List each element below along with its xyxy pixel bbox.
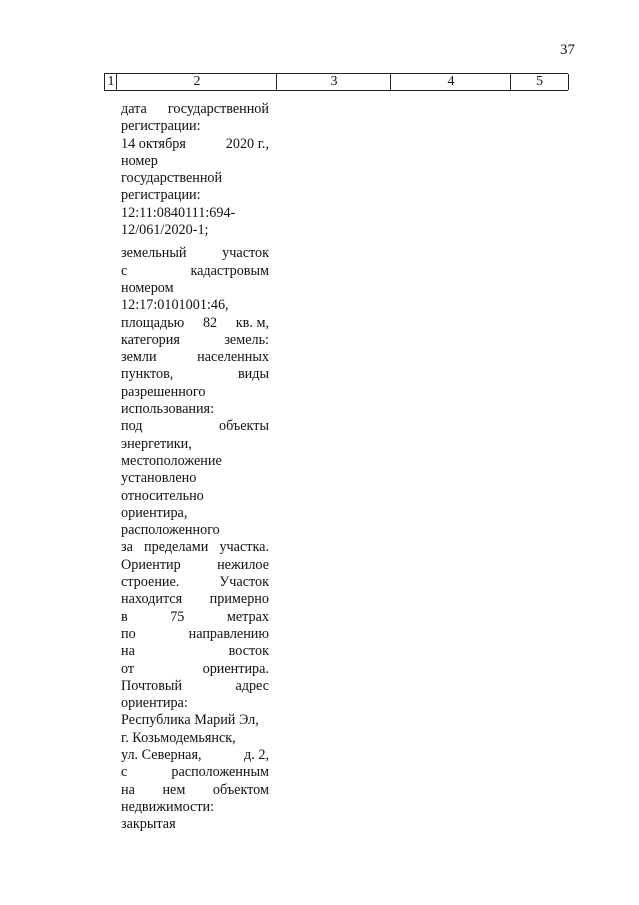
column-header-2: 2 bbox=[116, 74, 277, 90]
text-line bbox=[121, 539, 269, 556]
text-word: по bbox=[121, 625, 136, 642]
text-word: кв. м, bbox=[235, 314, 269, 331]
text-word: метрах bbox=[226, 608, 269, 625]
text-line bbox=[121, 436, 269, 453]
text-word: земель: bbox=[224, 331, 269, 348]
text-line bbox=[121, 153, 269, 170]
text-word: недвижимости: bbox=[121, 798, 215, 815]
text-word: 12/061/2020-1; bbox=[121, 222, 209, 239]
page-number: 37 bbox=[560, 42, 575, 58]
text-word: ориентира, bbox=[121, 504, 188, 521]
text-word: от bbox=[121, 660, 135, 677]
text-word: ул. Северная, bbox=[121, 746, 202, 763]
text-word: 2020 г., bbox=[225, 135, 269, 152]
text-line bbox=[121, 488, 269, 505]
text-line bbox=[121, 170, 269, 187]
text-word: с bbox=[121, 764, 128, 781]
text-line bbox=[121, 332, 269, 349]
text-word: дата bbox=[121, 101, 147, 117]
column-header-1: 1 bbox=[104, 74, 117, 90]
text-word: виды bbox=[237, 366, 269, 383]
text-word: использования: bbox=[121, 401, 215, 418]
text-word: энергетики, bbox=[121, 435, 192, 452]
text-line bbox=[121, 609, 269, 626]
text-word: участка. bbox=[219, 539, 269, 556]
text-line bbox=[121, 315, 269, 332]
text-line bbox=[121, 678, 269, 695]
text-line bbox=[121, 643, 269, 660]
text-word: ориентира: bbox=[121, 695, 188, 712]
text-word: нежилое bbox=[217, 556, 269, 573]
text-word: категория bbox=[121, 331, 180, 348]
text-line bbox=[121, 245, 269, 262]
text-word: на bbox=[121, 643, 135, 660]
text-word: расположенного bbox=[121, 522, 220, 539]
text-line bbox=[121, 764, 269, 781]
text-word: адрес bbox=[235, 677, 269, 694]
text-word: с bbox=[121, 262, 128, 279]
text-line bbox=[121, 222, 269, 239]
text-line bbox=[121, 418, 269, 435]
text-line bbox=[121, 101, 269, 118]
text-word: Ориентир bbox=[121, 556, 181, 573]
text-word: пунктов, bbox=[121, 366, 174, 383]
text-word: номером bbox=[121, 279, 174, 296]
table-header-row bbox=[104, 73, 568, 91]
text-word: государственной bbox=[121, 170, 223, 187]
text-line bbox=[121, 522, 269, 539]
text-word: относительно bbox=[121, 487, 204, 504]
text-word: строение. bbox=[121, 574, 180, 591]
text-line bbox=[121, 574, 269, 591]
text-word: объектом bbox=[212, 781, 269, 798]
text-line bbox=[121, 453, 269, 470]
text-line bbox=[121, 782, 269, 799]
column-header-4: 4 bbox=[390, 74, 511, 90]
text-line bbox=[121, 591, 269, 608]
text-line bbox=[121, 384, 269, 401]
text-word: закрытая bbox=[121, 816, 176, 833]
text-word: земли bbox=[121, 349, 157, 366]
text-word: д. 2, bbox=[244, 746, 269, 763]
text-line bbox=[121, 187, 269, 204]
text-word: государственной bbox=[167, 101, 269, 117]
land-plot-block bbox=[121, 245, 269, 833]
text-word: местоположение bbox=[121, 452, 222, 469]
text-line bbox=[121, 799, 269, 816]
text-line bbox=[121, 297, 269, 314]
text-line bbox=[121, 349, 269, 366]
text-line bbox=[121, 205, 269, 222]
text-line bbox=[121, 712, 269, 729]
text-word: Участок bbox=[219, 574, 269, 591]
text-word: площадью bbox=[121, 314, 185, 331]
text-word: расположенным bbox=[171, 764, 269, 781]
text-word: находится bbox=[121, 591, 183, 608]
text-line bbox=[121, 366, 269, 383]
text-word: на bbox=[121, 781, 135, 798]
text-line bbox=[121, 470, 269, 487]
text-word: 12:11:0840111:694- bbox=[121, 204, 236, 221]
text-word: регистрации: bbox=[121, 118, 201, 135]
text-word: 14 октября bbox=[121, 135, 186, 152]
text-word: Почтовый bbox=[121, 677, 183, 694]
text-word: пределами bbox=[144, 539, 209, 556]
text-word: кадастровым bbox=[190, 262, 269, 279]
column-header-5: 5 bbox=[510, 74, 569, 90]
text-word: установлено bbox=[121, 470, 197, 487]
text-line bbox=[121, 118, 269, 135]
text-line bbox=[121, 263, 269, 280]
text-line bbox=[121, 505, 269, 522]
text-word: Республика Марий Эл, bbox=[121, 712, 259, 729]
text-word: регистрации: bbox=[121, 187, 201, 204]
text-word: номер bbox=[121, 152, 158, 169]
text-word: участок bbox=[222, 245, 269, 262]
registration-block bbox=[121, 101, 269, 239]
text-word: восток bbox=[228, 643, 269, 660]
text-word: земельный bbox=[121, 245, 187, 262]
text-word: 75 bbox=[170, 608, 185, 625]
text-word: разрешенного bbox=[121, 383, 206, 400]
text-line bbox=[121, 661, 269, 678]
column-2-text bbox=[121, 101, 269, 833]
text-word: нем bbox=[162, 781, 186, 798]
text-line bbox=[121, 816, 269, 833]
text-word: направлению bbox=[188, 625, 269, 642]
text-line bbox=[121, 695, 269, 712]
column-header-3: 3 bbox=[276, 74, 391, 90]
text-line bbox=[121, 730, 269, 747]
text-word: объекты bbox=[218, 418, 269, 435]
text-word: за bbox=[121, 539, 133, 556]
text-line bbox=[121, 401, 269, 418]
text-line bbox=[121, 136, 269, 153]
text-line bbox=[121, 557, 269, 574]
text-word: под bbox=[121, 418, 143, 435]
text-word: 12:17:0101001:46, bbox=[121, 297, 229, 314]
text-word: ориентира. bbox=[202, 660, 269, 677]
text-word: населенных bbox=[197, 349, 269, 366]
text-word: г. Козьмодемьянск, bbox=[121, 729, 236, 746]
text-line bbox=[121, 280, 269, 297]
text-word: 82 bbox=[202, 314, 218, 331]
text-line bbox=[121, 626, 269, 643]
text-line bbox=[121, 747, 269, 764]
text-word: примерно bbox=[209, 591, 269, 608]
text-word: в bbox=[121, 608, 128, 625]
